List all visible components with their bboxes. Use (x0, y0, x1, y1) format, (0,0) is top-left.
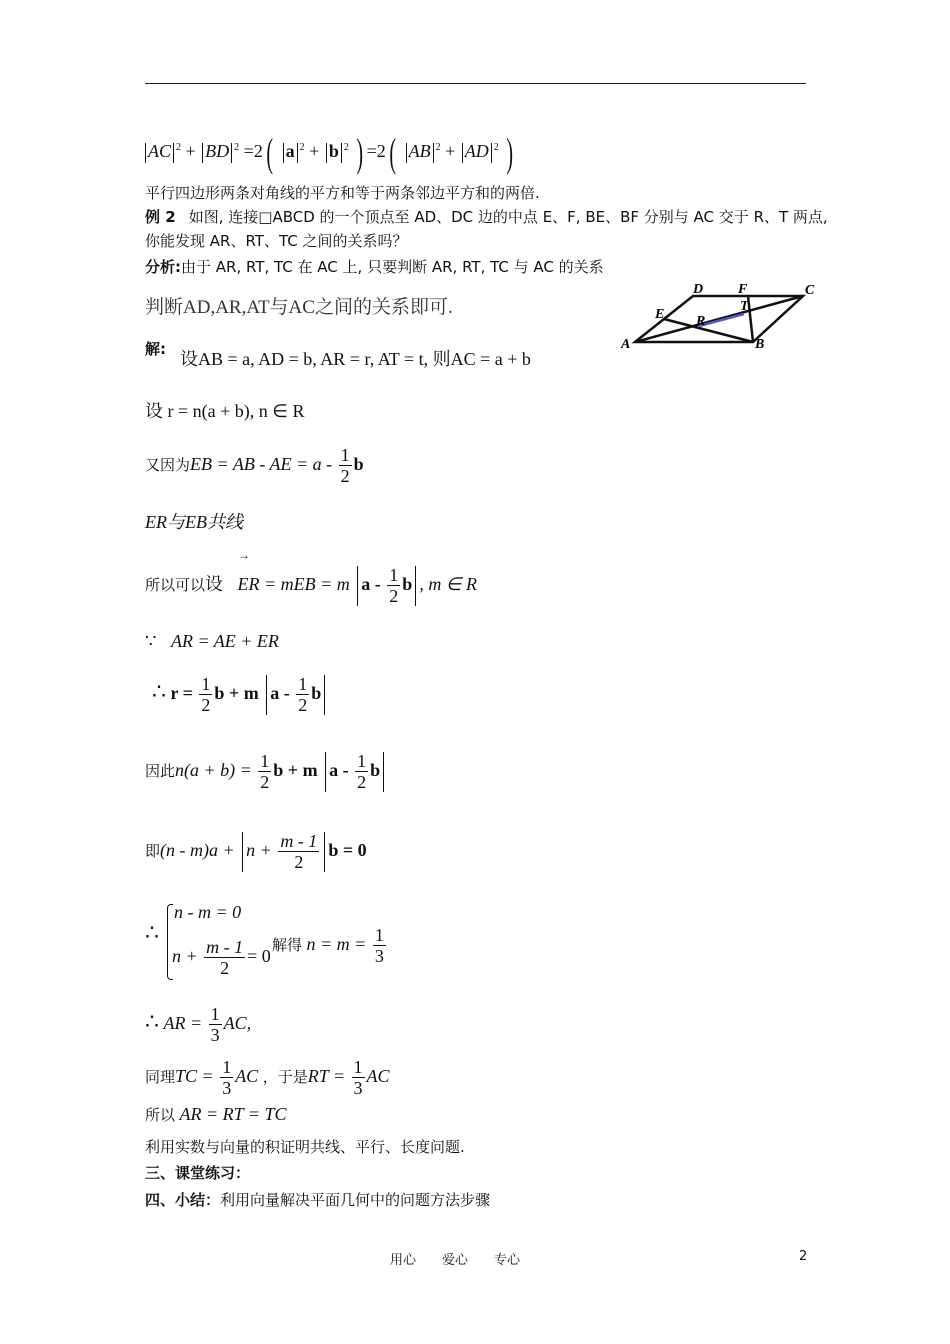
ar-third-line: ∴ AR = $\frac{1}{3}$ AC, (145, 1004, 252, 1046)
analysis-text: 由于 AR, RT, TC 在 AC 上, 只要判断 AR, RT, TC 与 AC 的关系 (181, 258, 604, 276)
section-4-heading: 四、小结： (145, 1191, 221, 1209)
example-text: 如图, 连接□ABCD 的一个顶点至 AD、DC 边的中点 E、F, BE、BF 分别与 AC 交于 R、T 两点, (188, 208, 828, 226)
diagonal-equation: AC $^2$ + BD $^2$ =2( a $^2$ + b $^2$ ) =2( AB $^2$ + AD $^2$ ) (143, 128, 517, 168)
er-eq-line: 所以可以设 ER = mEB = m a - $\frac{1}{2}$ b , m ∈ R (145, 565, 477, 607)
section-4-line (145, 1189, 490, 1210)
rt-segment (699, 314, 744, 326)
page-number: 2 (799, 1249, 808, 1264)
label-d: D (693, 282, 704, 297)
nm-line: 即(n - m)a + n + $\frac{m - 1}{2}$ b = 0 (145, 831, 367, 873)
solution-label: 解: (145, 340, 166, 358)
r-eq-line: ∴ r = $\frac{1}{2}$ b + m a - $\frac{1}{2}$ b (152, 668, 328, 716)
label-c: C (805, 283, 815, 298)
final-line: 所以 AR = RT = TC (145, 1104, 287, 1124)
system-eq-1: n - m = 0 (174, 902, 242, 922)
label-f: F (738, 282, 748, 297)
analysis-line-1 (145, 256, 604, 277)
solution-set-2: 设 r = n(a + b), n ∈ R (145, 401, 305, 421)
parallelogram-figure (615, 280, 825, 355)
header-rule (145, 83, 806, 84)
analysis-label: 分析: (145, 258, 181, 276)
analysis-line-2: 判断AD,AR,AT与AC之间的关系即可. (145, 297, 453, 318)
label-b: B (755, 337, 765, 352)
er-collinear: ER与EB共线 (145, 512, 243, 532)
section-4-text: 利用向量解决平面几何中的问题方法步骤 (220, 1191, 491, 1209)
tc-rt-line: 同理TC = $\frac{1}{3}$ AC ，于是RT = $\frac{1}{3}$ AC (145, 1057, 390, 1099)
label-t: T (740, 299, 749, 314)
ar-sum-line: ∵ AR = AE + ER (145, 631, 279, 651)
parallelogram-statement: 平行四边形两条对角线的平方和等于两条邻边平方和的两倍. (145, 184, 540, 202)
eb-line: 又因为EB = AB - AE = a - $\frac{1}{2}$ b (145, 445, 364, 487)
therefore-system: ∴ (145, 920, 159, 945)
n-ab-line: 因此n(a + b) = $\frac{1}{2}$ b + m a - $\frac{1}{2}$ b (145, 746, 387, 794)
section-3-heading: 三、课堂练习： (145, 1164, 251, 1182)
example-2-line-2: 你能发现 AR、RT、TC 之间的关系吗？ (145, 232, 408, 250)
label-r: R (696, 314, 706, 329)
example-label: 例 2 (145, 208, 176, 226)
label-a: A (621, 337, 631, 352)
arrow-mark: → (238, 548, 250, 562)
summary-line: 利用实数与向量的积证明共线、平行、长度问题. (145, 1138, 465, 1156)
solve-result: 解得 n = m = $\frac{1}{3}$ (272, 925, 384, 967)
solution-set-1: 设AB = a, AD = b, AR = r, AT = t, 则AC = a + b (180, 349, 531, 369)
footer-words: 用心 爱心 专心 (390, 1253, 521, 1268)
example-2-line-1 (145, 206, 828, 227)
label-e: E (655, 307, 665, 322)
system-eq-2: n + $\frac{m - 1}{2}$ = 0 (172, 937, 271, 979)
